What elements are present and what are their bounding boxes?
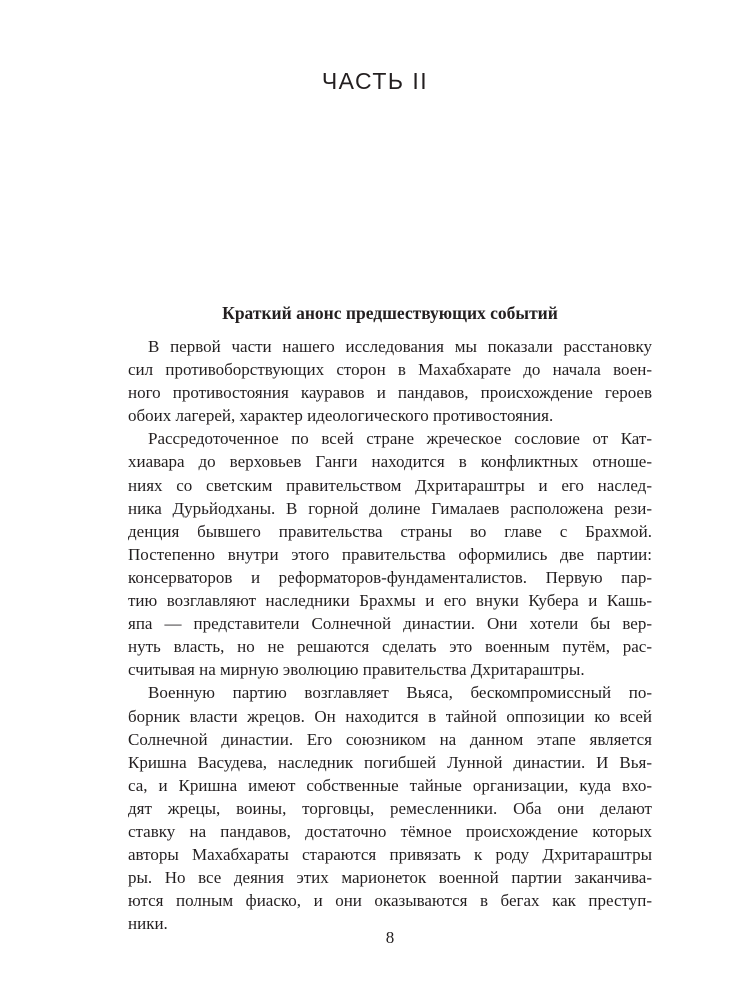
text-line: ники. <box>128 914 168 934</box>
text-line: В первой части нашего исследования мы показали расстановку <box>148 337 652 356</box>
text-line: Солнечной династии. Его союзником на данном этапе является <box>128 729 652 749</box>
text-line: авторы Махабхараты стараются привязать к роду Дхритараштры <box>128 845 652 865</box>
text-line: хиавара до верховьев Ганги находится в конфликтных отноше- <box>128 452 652 472</box>
part-title: ЧАСТЬ II <box>321 68 429 94</box>
paragraph <box>128 681 652 935</box>
text-line: сил противоборствующих сторон в Махабхарате до начала воен- <box>128 360 652 380</box>
text-line: борник власти жрецов. Он находится в тайной оппозиции ко всей <box>128 706 652 726</box>
paragraph <box>128 335 652 427</box>
text-line: ника Дурьйодханы. В горной долине Гималаев расположена рези- <box>128 498 652 518</box>
text-line: обоих лагерей, характер идеологического противостояния. <box>128 406 554 426</box>
text-line: Военную партию возглавляет Вьяса, бескомпромиссный по- <box>148 683 652 703</box>
text-line: тию возглавляют наследники Брахмы и его внуки Кубера и Кашь- <box>128 591 652 611</box>
text-line: Кришна Васудева, наследник погибшей Лунной династии. И Вья- <box>128 752 652 772</box>
text-line: япа — представители Солнечной династии. Они хотели бы вер- <box>128 614 652 634</box>
page-number: 8 <box>385 928 395 947</box>
section-heading: Краткий анонс предшествующих событий <box>222 303 558 323</box>
text-line: дят жрецы, воины, торговцы, ремесленники. Оба они делают <box>128 798 652 818</box>
paragraph <box>128 427 652 681</box>
text-line: ного противостояния кауравов и пандавов, происхождение героев <box>128 383 652 403</box>
text-line: ются полным фиаско, и они оказываются в бегах как преступ- <box>128 891 652 911</box>
text-line: Постепенно внутри этого правительства оформились две партии: <box>128 544 652 564</box>
text-line: са, и Кришна имеют собственные тайные организации, куда вхо- <box>128 775 652 795</box>
text-line: денция бывшего правительства страны во главе с Брахмой. <box>128 521 652 541</box>
text-line: ставку на пандавов, достаточно тёмное происхождение которых <box>128 821 652 841</box>
text-line: нуть власть, но не решаются сделать это военным путём, рас- <box>128 637 652 657</box>
text-line: Рассредоточенное по всей стране жреческое сословие от Кат- <box>148 429 652 449</box>
text-line: ры. Но все деяния этих марионеток военной партии заканчива- <box>128 868 652 888</box>
text-line: консерваторов и реформаторов-фундаменталистов. Первую пар- <box>128 567 652 587</box>
text-line: ниях со светским правительством Дхритараштры и его наслед- <box>128 475 652 495</box>
body-text <box>128 335 652 935</box>
text-line: считывая на мирную эволюцию правительства Дхритараштры. <box>128 660 585 680</box>
